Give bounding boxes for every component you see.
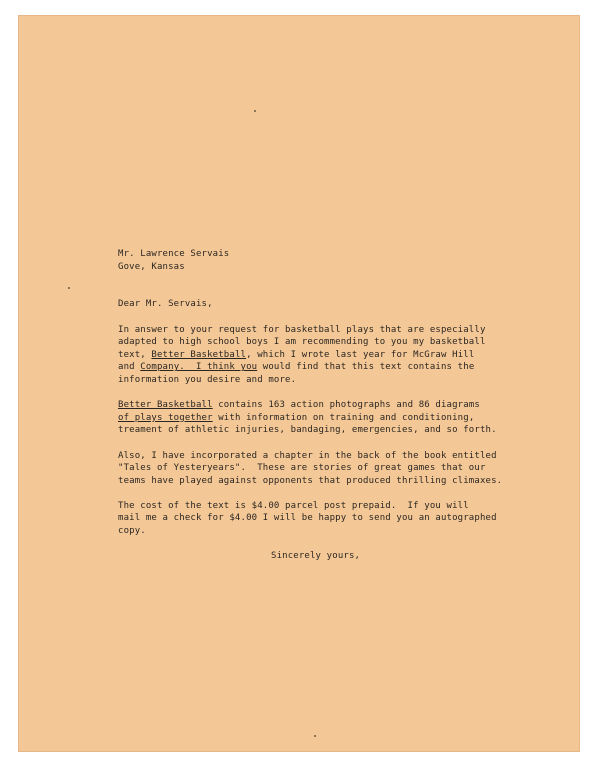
p1-line-2: adapted to high school boys I am recommending to you my basketball xyxy=(118,337,486,348)
paragraph-3 xyxy=(118,450,538,488)
book-title: Better Basketball xyxy=(151,349,247,360)
letter-body xyxy=(118,248,538,563)
salutation: Dear Mr. Servais, xyxy=(118,299,213,310)
underlined-phrase: Company. I think you xyxy=(140,362,258,373)
p4-line-3: copy. xyxy=(118,526,146,537)
closing: Sincerely yours, xyxy=(271,551,361,562)
recipient-place: Gove, Kansas xyxy=(118,261,185,272)
p1-line-5: information you desire and more. xyxy=(118,374,297,385)
paragraph-2 xyxy=(118,399,538,437)
p4-line-2: mail me a check for $4.00 I will be happy to send you an autographed xyxy=(118,513,497,524)
p3-line-2: "Tales of Yesteryears". These are stories of great games that our xyxy=(118,463,486,474)
recipient-name: Mr. Lawrence Servais xyxy=(118,249,230,259)
paper-speck xyxy=(314,735,316,737)
p3-line-1: Also, I have incorporated a chapter in the back of the book entitled xyxy=(118,450,497,461)
p1-line-1: In answer to your request for basketball plays that are especially xyxy=(118,324,486,335)
paper-speck xyxy=(254,110,256,112)
underlined-phrase: of plays together xyxy=(118,412,213,423)
p3-line-3: teams have played against opponents that produced thrilling climaxes. xyxy=(118,475,503,486)
paragraph-1 xyxy=(118,324,538,387)
p1-line-4: and Company. I think you would find that this text contains the xyxy=(118,362,475,373)
paragraph-4 xyxy=(118,500,538,538)
p2-line-1: Better Basketball contains 163 action photographs and 86 diagrams xyxy=(118,400,480,411)
p2-line-2: of plays together with information on training and conditioning, xyxy=(118,412,475,423)
paper-speck xyxy=(68,287,70,289)
p1-line-3: text, Better Basketball, which I wrote last year for McGraw Hill xyxy=(118,349,475,360)
book-title: Better Basketball xyxy=(118,400,213,411)
p4-line-1: The cost of the text is $4.00 parcel post prepaid. If you will xyxy=(118,500,469,511)
p2-line-3: treament of athletic injuries, bandaging, emergencies, and so forth. xyxy=(118,425,497,436)
